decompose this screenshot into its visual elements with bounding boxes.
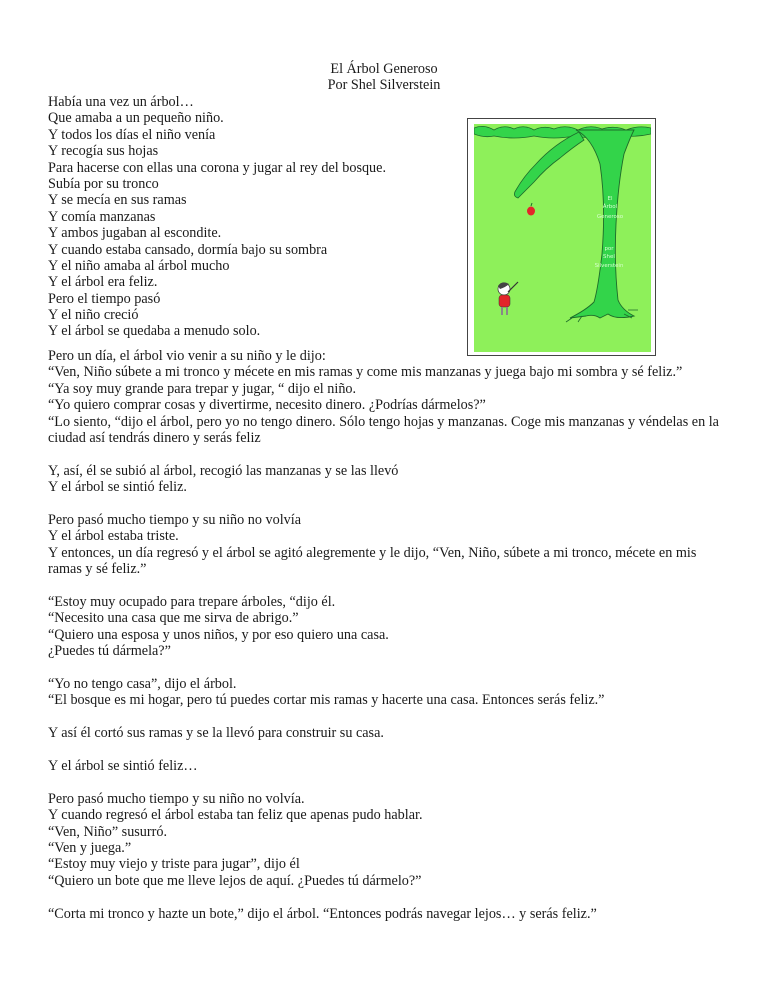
paragraph: [48, 676, 728, 709]
paragraph: [48, 348, 728, 446]
text-line: “Ven, Niño súbete a mi tronco y mécete en mis ramas y come mis manzanas y juega bajo mi sombra y sé feliz.”: [48, 364, 683, 381]
text-line: Y cuando regresó el árbol estaba tan feliz que apenas pudo hablar.: [48, 807, 423, 824]
text-line: “Ven y juega.”: [48, 840, 132, 857]
text-line: Y, así, él se subió al árbol, recogió las manzanas y se las llevó: [48, 462, 399, 479]
poem-line: Para hacerse con ellas una corona y jugar al rey del bosque.: [48, 159, 386, 176]
text-line: Pero pasó mucho tiempo y su niño no volvía: [48, 512, 301, 529]
poem-line: Y el niño amaba al árbol mucho: [48, 257, 230, 274]
poem-line: Y el árbol era feliz.: [48, 274, 158, 291]
poem-line: Subía por su tronco: [48, 175, 159, 192]
text-line: Pero un día, el árbol vio venir a su niño y le dijo:: [48, 348, 326, 364]
text-line: “Necesito una casa que me sirva de abrigo.”: [48, 610, 299, 627]
poem-line: Y el niño creció: [48, 307, 139, 324]
poem-line: Y ambos jugaban al escondite.: [48, 225, 222, 242]
cover-text: Generoso: [596, 214, 624, 220]
title-block: [0, 61, 768, 94]
cover-text: Shel: [603, 254, 615, 260]
text-line: “Yo quiero comprar cosas y divertirme, necesito dinero. ¿Podrías dármelos?”: [48, 397, 486, 414]
text-line: Y el árbol estaba triste.: [48, 528, 179, 545]
paragraph: [48, 906, 728, 922]
text-line: “Quiero una esposa y unos niños, y por eso quiero una casa.: [48, 626, 389, 643]
paragraph: [48, 725, 728, 741]
text-line: “Ya soy muy grande para trepar y jugar, “ dijo el niño.: [48, 380, 357, 397]
text-line: Y así él cortó sus ramas y se la llevó para construir su casa.: [48, 725, 384, 742]
document-title: El Árbol Generoso: [330, 61, 438, 77]
poem-intro: [48, 94, 458, 340]
paragraph: [48, 594, 728, 660]
paragraph: [48, 758, 728, 774]
paragraph: [48, 463, 728, 496]
poem-line: Que amaba a un pequeño niño.: [48, 110, 224, 127]
text-line: Pero pasó mucho tiempo y su niño no volvía.: [48, 790, 305, 807]
poem-line: Y se mecía en sus ramas: [48, 192, 187, 209]
poem-line: Y el árbol se quedaba a menudo solo.: [48, 323, 261, 340]
text-line: “Ven, Niño” susurró.: [48, 823, 167, 840]
text-line: Y el árbol se sintió feliz.: [48, 479, 187, 496]
text-line: “Corta mi tronco y hazte un bote,” dijo el árbol. “Entonces podrás navegar lejos… y serás feliz.”: [48, 905, 597, 922]
cover-text: El: [607, 196, 613, 202]
paragraph: [48, 512, 728, 578]
text-line: Y el árbol se sintió feliz…: [48, 758, 198, 775]
text-line: ¿Puedes tú dármela?”: [48, 643, 171, 660]
cover-text: por: [604, 246, 614, 252]
document-author: Por Shel Silverstein: [327, 77, 441, 94]
poem-line: Había una vez un árbol…: [48, 94, 194, 110]
cover-text: Silverstein: [594, 263, 624, 269]
text-line: “Quiero un bote que me lleve lejos de aquí. ¿Puedes tú dármelo?”: [48, 872, 422, 889]
poem-line: Y cuando estaba cansado, dormía bajo su sombra: [48, 241, 328, 258]
poem-line: Y todos los días el niño venía: [48, 126, 216, 143]
paragraph: [48, 791, 728, 889]
poem-line: Pero el tiempo pasó: [48, 290, 161, 307]
book-cover-giving-tree-image: [474, 124, 651, 352]
text-line: “Lo siento, “dijo el árbol, pero yo no tengo dinero. Sólo tengo hojas y manzanas. Coge mis manzanas y véndelas en la ciudad así tendrás dinero y serás feliz: [48, 413, 719, 447]
poem-line: Y comía manzanas: [48, 208, 156, 225]
poem-line: Y recogía sus hojas: [48, 143, 159, 160]
text-line: “Estoy muy viejo y triste para jugar”, dijo él: [48, 856, 300, 873]
story-body: [48, 348, 728, 938]
text-line: “El bosque es mi hogar, pero tú puedes cortar mis ramas y hacerte una casa. Entonces serás feliz.”: [48, 692, 605, 709]
cover-text: Árbol: [602, 204, 618, 210]
text-line: “Estoy muy ocupado para trepare árboles, “dijo él.: [48, 594, 336, 611]
book-cover-image: [467, 118, 656, 356]
text-line: Y entonces, un día regresó y el árbol se agitó alegremente y le dijo, “Ven, Niño, súbete a mi tronco, mécete en mis ramas y sé feliz.”: [48, 544, 697, 578]
text-line: “Yo no tengo casa”, dijo el árbol.: [48, 676, 237, 693]
